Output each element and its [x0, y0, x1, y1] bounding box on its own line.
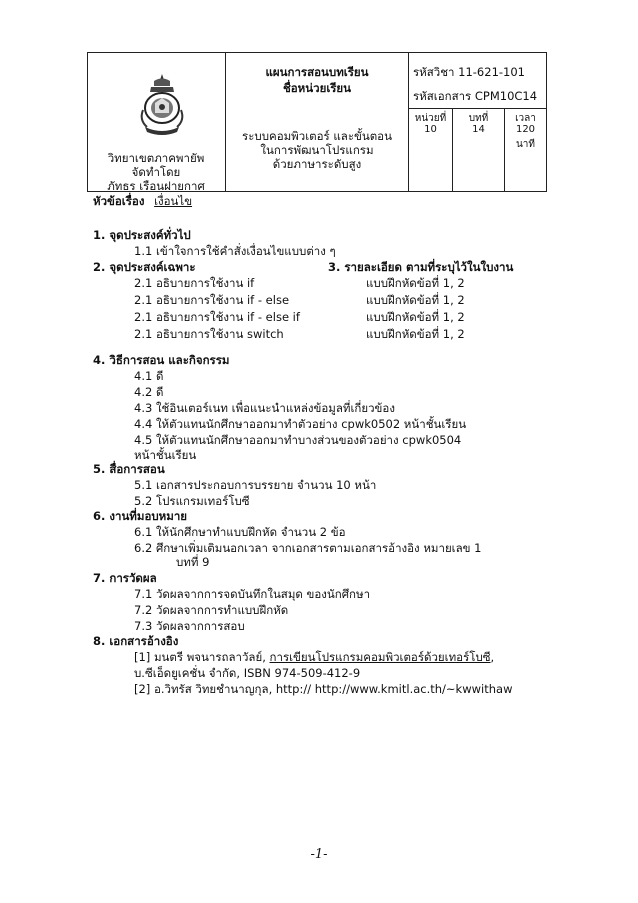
section-4-item: 4.2 ดี [134, 385, 164, 399]
section-2-item: 2.1 อธิบายการใช้งาน switch [134, 327, 284, 341]
time-value: 120 [515, 124, 536, 135]
unit-name-label: ชื่อหน่วยเรียน [282, 81, 352, 95]
header-row-divider [408, 108, 547, 109]
section-6-item: 6.2 ศึกษาเพิ่มเติมนอกเวลา จากเอกสารตามเอกสารอ้างอิง หมายเลข 1 [134, 541, 482, 555]
section-4-item: 4.4 ให้ตัวแทนนักศึกษาออกมาทำตัวอย่าง cpwk0502 หน้าชั้นเรียน [134, 417, 467, 431]
section-2-item: 2.1 อธิบายการใช้งาน if [134, 276, 255, 290]
section-6-item-cont: บทที่ 9 [176, 555, 210, 569]
section-6-item: 6.1 ให้นักศึกษาทำแบบฝึกหัด จำนวน 2 ข้อ [134, 525, 346, 539]
section-3-item: แบบฝึกหัดข้อที่ 1, 2 [366, 327, 465, 341]
section-5-title: 5. สื่อการสอน [93, 462, 165, 476]
section-7-title: 7. การวัดผล [93, 571, 157, 585]
unit-name-line3: ด้วยภาษาระดับสูง [272, 157, 362, 171]
section-7-item: 7.1 วัดผลจากการจดบันทึกในสมุด ของนักศึกษา [134, 587, 371, 601]
topic-line [93, 193, 192, 211]
section-3-item: แบบฝึกหัดข้อที่ 1, 2 [366, 310, 465, 324]
course-code: รหัสวิชา 11-621-101 [413, 65, 525, 79]
section-1-item: 1.1 เข้าใจการใช้คำสั่งเงื่อนไขแบบต่าง ๆ [134, 244, 336, 258]
section-4-item: 4.5 ให้ตัวแทนนักศึกษาออกมาทำบางส่วนของตัวอย่าง cpwk0504 [134, 433, 462, 447]
org-campus: วิทยาเขตภาคพายัพ [107, 151, 205, 165]
section-7-item: 7.3 วัดผลจากการสอบ [134, 619, 245, 633]
university-emblem-icon [137, 72, 187, 136]
reference-1-publisher: บ.ซีเอ็ดยูเคชั่น จำกัด, ISBN 974-509-412-9 [134, 666, 361, 680]
section-1-title: 1. จุดประสงค์ทั่วไป [93, 228, 191, 242]
section-3-item: แบบฝึกหัดข้อที่ 1, 2 [366, 293, 465, 307]
doc-code: รหัสเอกสาร CPM10C14 [413, 89, 538, 103]
chapter-label: บทที่ [468, 113, 489, 124]
section-4-item: 4.1 ดี [134, 369, 164, 383]
section-4-title: 4. วิธีการสอน และกิจกรรม [93, 353, 230, 367]
section-4-item-cont: หน้าชั้นเรียน [134, 448, 197, 462]
time-unit: นาที [515, 139, 536, 150]
section-7-item: 7.2 วัดผลจากการทำแบบฝึกหัด [134, 603, 289, 617]
header-border-right [546, 52, 547, 192]
time-label: เวลา [515, 113, 536, 124]
section-2-title: 2. จุดประสงค์เฉพาะ [93, 260, 196, 274]
plan-title: แผนการสอนบทเรียน [265, 65, 369, 79]
reference-1-comma: , [490, 650, 495, 664]
section-5-item: 5.1 เอกสารประกอบการบรรยาย จำนวน 10 หน้า [134, 478, 377, 492]
unit-no: 10 [424, 124, 437, 135]
unit-name-line1: ระบบคอมพิวเตอร์ และขั้นตอน [242, 129, 392, 143]
unit-no-label: หน่วยที่ [414, 113, 447, 124]
section-5-item: 5.2 โปรแกรมเทอร์โบซี [134, 494, 250, 508]
reference-2: [2] อ.วิทรัส วิทยชำนาญกุล, http:// http://www.kmitl.ac.th/~kwwithaw [134, 682, 513, 696]
section-8-title: 8. เอกสารอ้างอิง [93, 634, 179, 648]
section-3-item: แบบฝึกหัดข้อที่ 1, 2 [366, 276, 465, 290]
topic-label: หัวข้อเรื่อง [93, 194, 145, 208]
section-4-item: 4.3 ใช้อินเตอร์เนท เพื่อแนะนำแหล่งข้อมูลที่เกี่ยวข้อง [134, 401, 395, 415]
page-number: -1- [310, 847, 328, 862]
topic-value: เงื่อนไข [154, 194, 193, 208]
reference-1-title: การเขียนโปรแกรมคอมพิวเตอร์ด้วยเทอร์โบซี [269, 650, 491, 664]
org-author: ภัทธร เรือนฝายกาศ [107, 179, 205, 193]
section-6-title: 6. งานที่มอบหมาย [93, 509, 188, 523]
chapter-no: 14 [472, 124, 485, 135]
unit-name-line2: ในการพัฒนาโปรแกรม [260, 143, 374, 157]
section-2-item: 2.1 อธิบายการใช้งาน if - else [134, 293, 290, 307]
section-2-item: 2.1 อธิบายการใช้งาน if - else if [134, 310, 300, 324]
org-prepared-by: จัดทำโดย [131, 165, 181, 179]
reference-1-author: [1] มนตรี พจนารถลาวัลย์, [134, 650, 270, 664]
section-3-title: 3. รายละเอียด ตามที่ระบุไว้ในใบงาน [328, 260, 514, 274]
header-border-top [87, 52, 547, 53]
